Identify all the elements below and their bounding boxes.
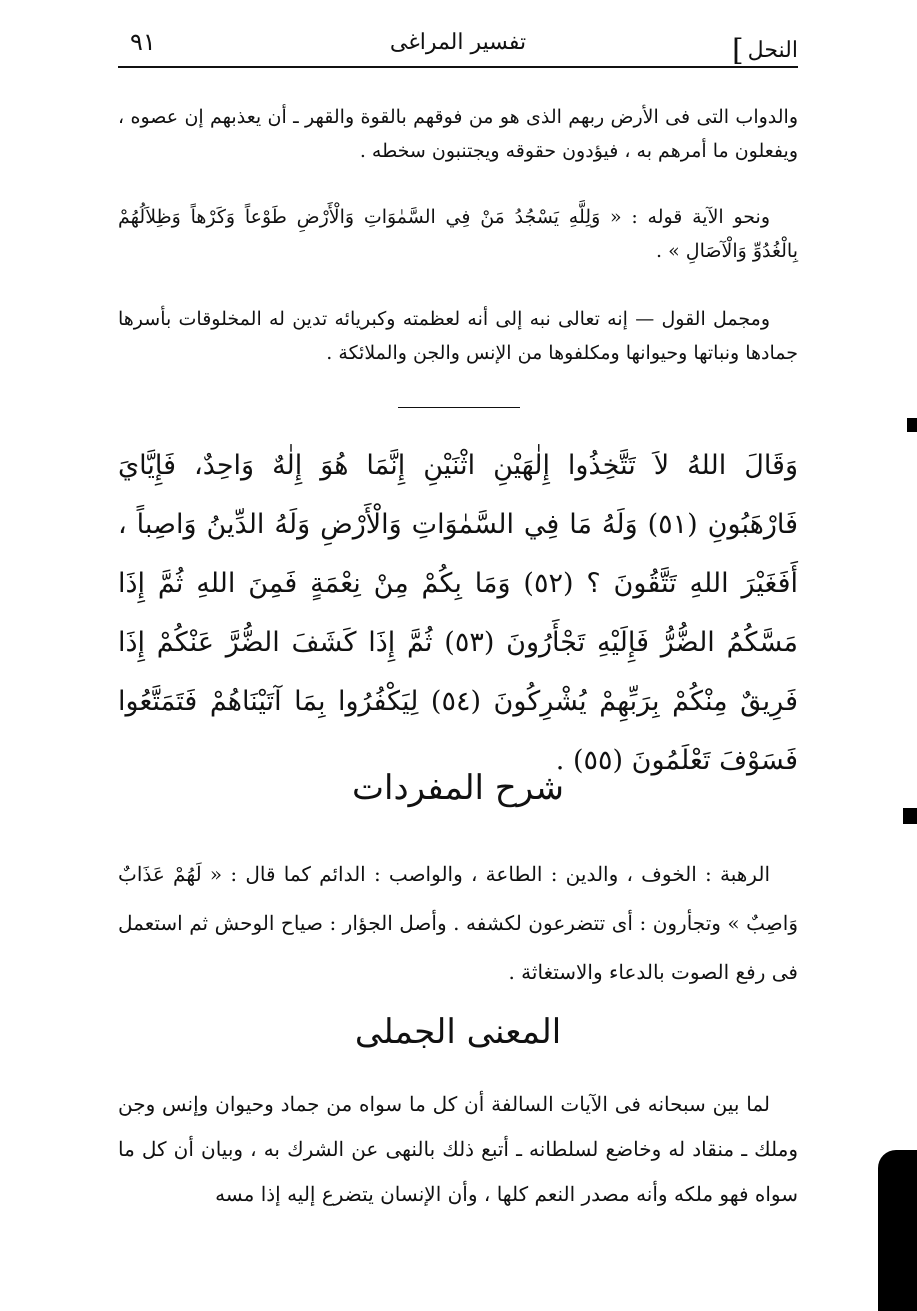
scan-edge-mark-middle bbox=[903, 808, 917, 824]
page-header bbox=[118, 22, 798, 68]
quran-verses: وَقَالَ اللهُ لاَ تَتَّخِذُوا إِلٰهَيْنِ اثْنَيْنِ إِنَّمَا هُوَ إِلٰهٌ وَاحِدٌ، فَإِيَّايَ فَارْهَبُونِ (٥١) وَلَهُ مَا فِي السَّمٰوَاتِ وَالْأَرْضِ وَلَهُ الدِّينُ وَاصِباً ، أَفَغَيْرَ اللهِ تَتَّقُونَ ؟ (٥٢) وَمَا بِكُمْ مِنْ نِعْمَةٍ فَمِنَ اللهِ ثُمَّ إِذَا مَسَّكُمُ الضُّرُّ فَإِلَيْهِ تَجْأَرُونَ (٥٣) ثُمَّ إِذَا كَشَفَ الضُّرَّ عَنْكُمْ إِذَا فَرِيقٌ مِنْكُمْ بِرَبِّهِمْ يُشْرِكُونَ (٥٤) لِيَكْفُرُوا بِمَا آتَيْنَاهُمْ فَتَمَتَّعُوا فَسَوْفَ تَعْلَمُونَ (٥٥) . bbox=[118, 450, 798, 776]
header-bracket: ] bbox=[731, 33, 744, 68]
paragraph-3: ومجمل القول — إنه تعالى نبه إلى أنه لعظمته وكبريائه تدين له المخلوقات بأسرها جمادها ونباتها وحيوانها ومكلفوها من الإنس والجن والملائكة . bbox=[118, 308, 798, 364]
scan-edge-mark-top bbox=[907, 418, 917, 432]
vocab-paragraph: الرهبة : الخوف ، والدين : الطاعة ، والواصب : الدائم كما قال : « لَهُمْ عَذَابٌ وَاصِبٌ » وتجأرون : أى تتضرعون لكشفه . وأصل الجؤار : صياح الوحش ثم استعمل فى رفع الصوت بالدعاء والاستغاثة . bbox=[118, 862, 798, 984]
page-number: ٩١ bbox=[130, 28, 156, 56]
summary-paragraph: لما بين سبحانه فى الآيات السالفة أن كل ما سواه من جماد وحيوان وإنس وجن وملك ـ منقاد له وخاضع لسلطانه ـ أتبع ذلك بالنهى عن الشرك به ، وبيان أن كل ما سواه فهو ملكه وأنه مصدر النعم كلها ، وأن الإنسان يتضرع إليه إذا مسه bbox=[118, 1092, 798, 1206]
book-title: تفسير المراغى bbox=[389, 30, 527, 55]
section-divider bbox=[398, 407, 520, 408]
paragraph-1: والدواب التى فى الأرض ربهم الذى هو من فوقهم بالقوة والقهر ـ أن يعذبهم إن عصوه ، ويفعلون ما أمرهم به ، فيؤدون حقوقه ويجتنبون سخطه . bbox=[118, 106, 798, 162]
surah-name: النحل bbox=[747, 38, 798, 63]
summary-heading: المعنى الجملى bbox=[354, 1012, 562, 1052]
vocab-heading: شرح المفردات bbox=[351, 768, 565, 808]
paragraph-2: ونحو الآية قوله : « وَلِلَّهِ يَسْجُدُ مَنْ فِي السَّمٰوَاتِ وَالْأَرْضِ طَوْعاً وَكَرْهاً وَظِلاَلُهُمْ بِالْغُدُوِّ وَالْآصَالِ » . bbox=[118, 206, 798, 262]
scan-edge-mark-bottom bbox=[878, 1150, 917, 1311]
